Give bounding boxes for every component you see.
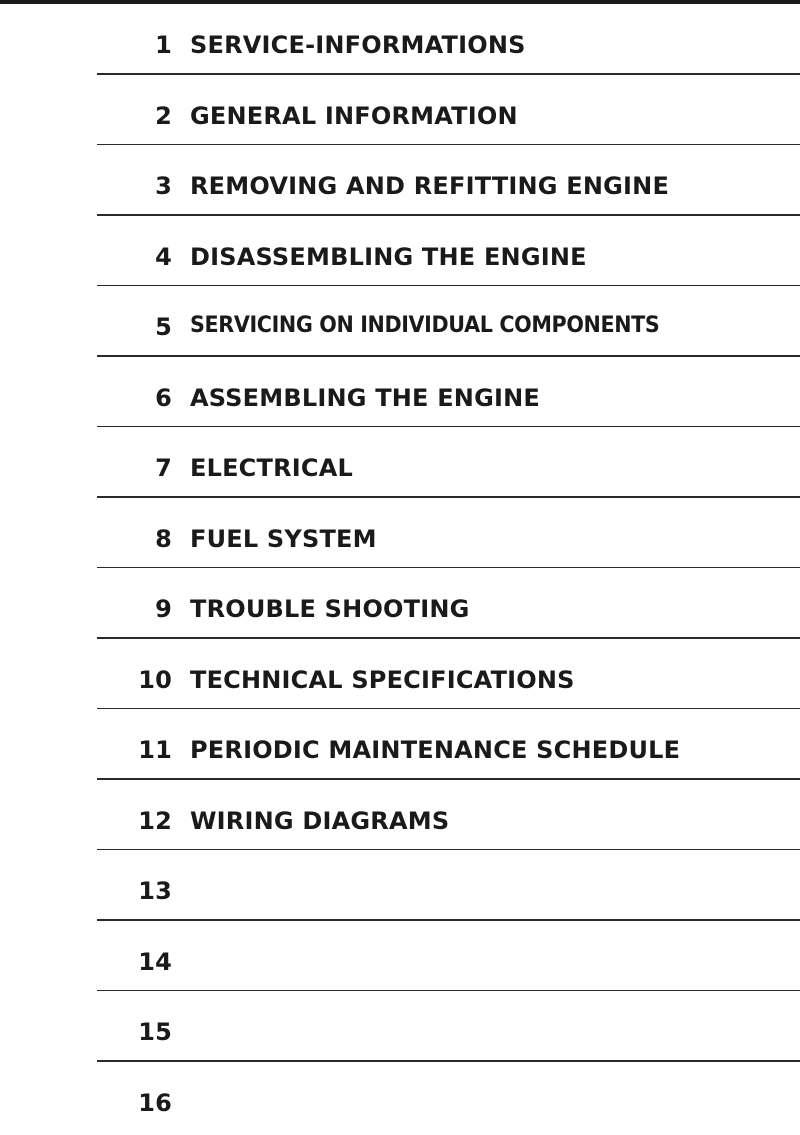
chapter-number: 11 (138, 736, 172, 764)
chapter-number: 14 (138, 947, 172, 976)
chapter-title: PERIODIC MAINTENANCE SCHEDULE (190, 736, 681, 764)
toc-entry-11[interactable] (0, 709, 800, 780)
chapter-number: 8 (155, 524, 172, 553)
chapter-number: 1 (155, 31, 172, 59)
toc-entry-12[interactable] (0, 780, 800, 851)
chapter-title: ELECTRICAL (190, 454, 353, 482)
chapter-number: 9 (155, 595, 172, 623)
toc-entry-16[interactable] (0, 1062, 800, 1133)
chapter-title: GENERAL INFORMATION (190, 101, 518, 130)
toc-entry-15[interactable] (0, 991, 800, 1062)
chapter-number: 5 (155, 313, 172, 341)
toc-entry-8[interactable] (0, 498, 800, 569)
chapter-title: FUEL SYSTEM (190, 524, 377, 553)
chapter-title: SERVICING ON INDIVIDUAL COMPONENTS (190, 313, 660, 338)
toc-entry-14[interactable] (0, 921, 800, 992)
chapter-number: 4 (155, 242, 172, 271)
toc-entry-6[interactable] (0, 357, 800, 428)
toc-entry-9[interactable] (0, 568, 800, 639)
chapter-number: 13 (138, 877, 172, 905)
toc-entry-7[interactable] (0, 427, 800, 498)
toc-entry-1[interactable] (0, 4, 800, 75)
chapter-title: SERVICE-INFORMATIONS (190, 31, 526, 59)
table-of-contents (0, 4, 800, 1132)
toc-entry-2[interactable] (0, 75, 800, 146)
chapter-number: 2 (155, 101, 172, 130)
toc-entry-3[interactable] (0, 145, 800, 216)
chapter-number: 15 (138, 1018, 172, 1046)
chapter-number: 12 (138, 806, 172, 835)
chapter-number: 16 (138, 1088, 172, 1117)
toc-entry-4[interactable] (0, 216, 800, 287)
toc-entry-5[interactable] (0, 286, 800, 357)
chapter-number: 3 (155, 172, 172, 200)
toc-entry-13[interactable] (0, 850, 800, 921)
chapter-number: 10 (138, 665, 172, 694)
chapter-title: ASSEMBLING THE ENGINE (190, 383, 540, 412)
toc-entry-10[interactable] (0, 639, 800, 710)
chapter-title: WIRING DIAGRAMS (190, 806, 450, 835)
chapter-number: 6 (155, 383, 172, 412)
chapter-number: 7 (155, 454, 172, 482)
chapter-title: REMOVING AND REFITTING ENGINE (190, 172, 670, 200)
chapter-title: TROUBLE SHOOTING (190, 595, 470, 623)
chapter-title: DISASSEMBLING THE ENGINE (190, 242, 587, 271)
chapter-title: TECHNICAL SPECIFICATIONS (190, 665, 575, 694)
